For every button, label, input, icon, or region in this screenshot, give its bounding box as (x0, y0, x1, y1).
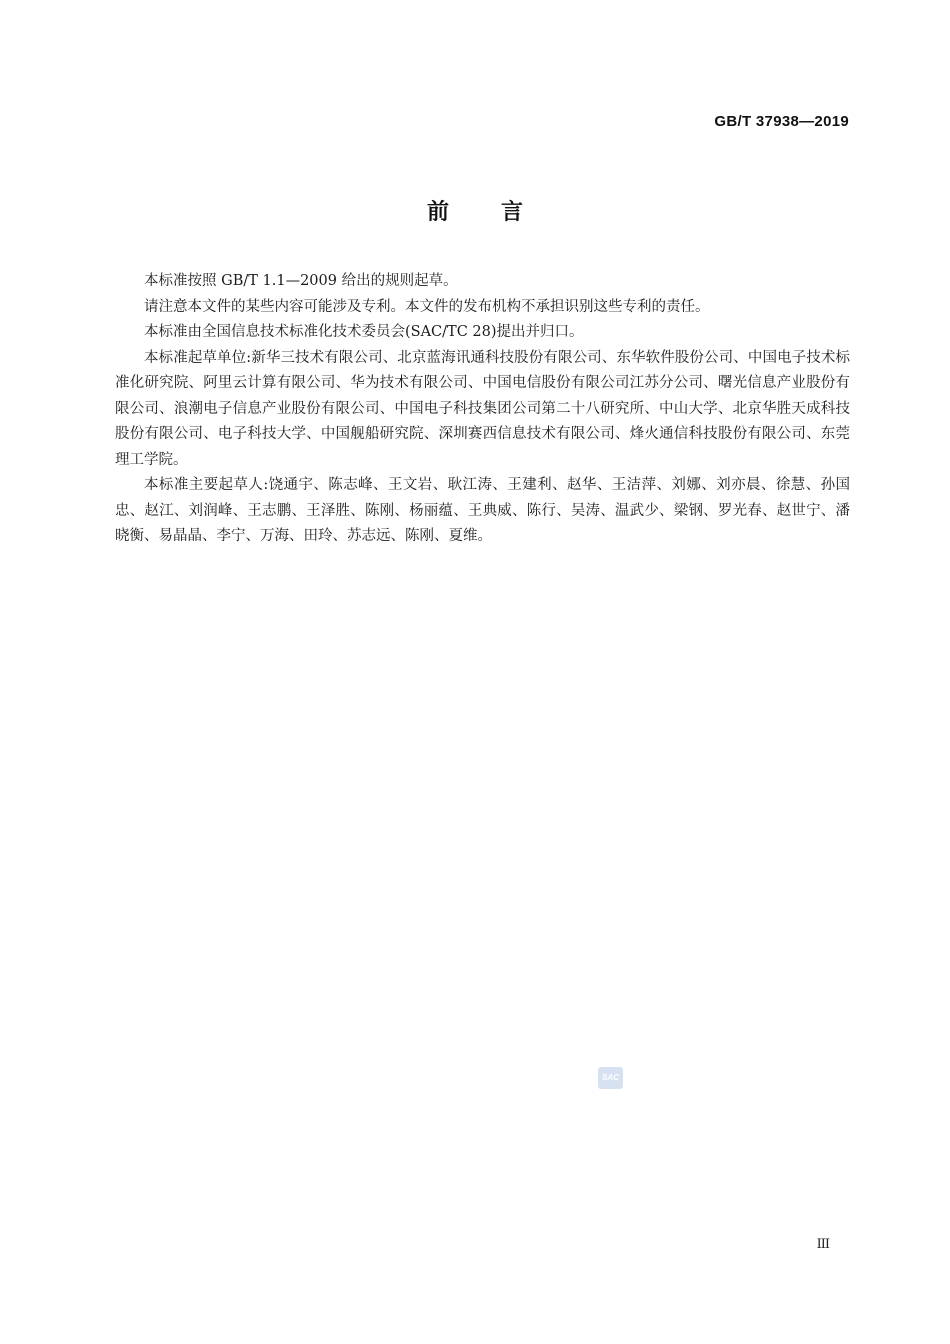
paragraph-patent-notice: 请注意本文件的某些内容可能涉及专利。本文件的发布机构不承担识别这些专利的责任。 (144, 298, 710, 315)
foreword-body (115, 269, 850, 550)
paragraph-drafting-units: 本标准起草单位:新华三技术有限公司、北京蓝海讯通科技股份有限公司、东华软件股份公司、中国电子技术标准化研究院、阿里云计算有限公司、华为技术有限公司、中国电信股份有限公司江苏分公司、曙光信息产业股份有限公司、浪潮电子信息产业股份有限公司、中国电子科技集团公司第二十八研究所、中山大学、北京华胜天成科技股份有限公司、电子科技大学、中国舰船研究院、深圳赛西信息技术有限公司、烽火通信科技股份有限公司、东莞理工学院。 (115, 349, 850, 468)
standard-code: GB/T 37938—2019 (714, 113, 849, 130)
sac-watermark-logo: SAC (598, 1067, 623, 1089)
paragraph-drafting-rules: 本标准按照 GB/T 1.1—2009 给出的规则起草。 (144, 273, 458, 289)
paragraph-proposer: 本标准由全国信息技术标准化技术委员会(SAC/TC 28)提出并归口。 (144, 324, 584, 340)
paragraph-drafters: 本标准主要起草人:饶通宇、陈志峰、王文岩、耿江涛、王建利、赵华、王洁萍、刘娜、刘亦晨、徐慧、孙国忠、赵江、刘润峰、王志鹏、王泽胜、陈刚、杨丽蕴、王典威、陈行、吴涛、温武少、梁钢、罗光春、赵世宁、潘晓衡、易晶晶、李宁、万海、田玲、苏志远、陈刚、夏维。 (115, 477, 850, 544)
page-number: III (816, 1237, 829, 1252)
page-title: 前言 (426, 200, 575, 225)
